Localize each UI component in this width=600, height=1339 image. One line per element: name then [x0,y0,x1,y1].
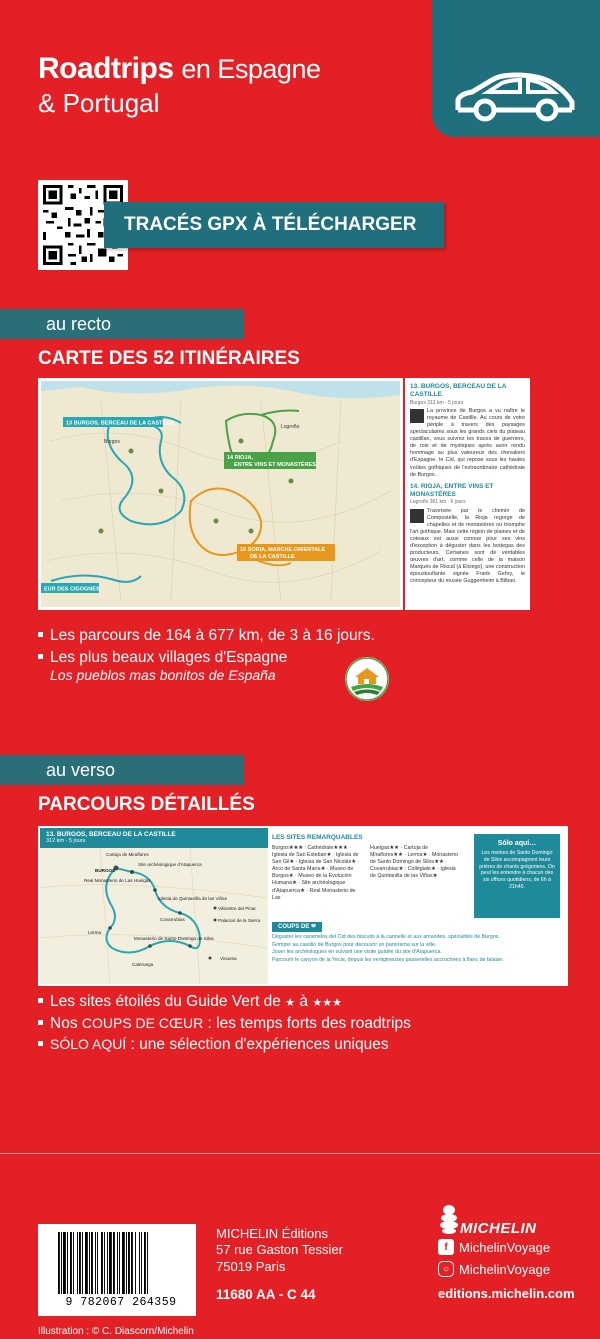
verso-bullets [38,994,411,1059]
barcode-bar [82,1232,83,1294]
verso-bullet-2-pre: Nos [50,1014,82,1032]
sites-col-1: Burgos★★★ : Cathédrale★★★ · Iglesia de San Esteban★ · Iglesia de San Gil★ · Iglesia de San Nicolás★ · Arco de Santa María★ · Museo de Burgos★ · Museo de la Evolución Humana★ · Site archéologique d'Atapuerca★ · Real Monasterio de Las [272,844,360,901]
publisher-street: 57 rue Gaston Tessier [216,1242,343,1258]
recto-title: CARTE DES 52 ITINÉRAIRES [38,348,300,369]
place-covarrubias: Covarrubias [160,917,185,922]
barcode-bar [117,1232,118,1294]
route-card-km: 312 km · 5 jours [46,838,86,845]
recto-bullet-1: Les parcours de 164 à 677 km, de 3 à 16 jours. [50,627,375,644]
bullet-icon [38,632,43,637]
map-city-burgos: Burgos [104,439,120,445]
itinerary-map [38,378,403,610]
barcode-bar [122,1232,125,1294]
bibendum-icon [438,1204,460,1234]
barcode-number: 9 782067 264359 [65,1296,177,1309]
mini-qr-icon [410,509,424,523]
coups-label: COUPS DE ❤ [272,922,322,932]
instagram-link[interactable] [438,1258,550,1280]
barcode-bar [61,1232,62,1294]
verso-bullet-3-post: : une sélection d'expériences uniques [126,1036,389,1053]
instagram-icon: ○ [438,1261,454,1277]
place-silos: Monasterio de Santo Domingo de Silos [134,936,214,941]
pueblos-bonitos-logo [345,657,389,701]
map-label-route13: 13 BURGOS, BERCEAU DE LA CASTILLE [66,420,175,427]
barcode-bar [85,1232,88,1294]
barcode-bar [131,1232,133,1294]
panel-km-14: Logroño 361 km · 6 jours [410,499,466,506]
verso-bullet-1 [50,994,342,1010]
recto-tab-label: au recto [46,313,112,334]
barcode-bar [70,1232,72,1294]
barcode-bar [67,1232,68,1294]
michelin-wordmark: MICHELIN [460,1220,537,1237]
list-item [38,1016,411,1032]
coups-item: Déguster les caramelos del Cid des biscuits à la cannelle et aux amandes, spécialités de Burgos. [272,934,500,941]
bullet-icon [38,1020,43,1025]
recto-bullet-italic: Los pueblos mas bonitos de España [50,667,276,683]
sites-title: LES SITES REMARQUABLES [272,834,363,841]
publisher-name: MICHELIN Éditions [216,1226,328,1241]
barcode-bar [126,1232,127,1294]
solo-title: Sólo aquí… [497,840,537,847]
car-icon [450,72,580,122]
map-label-route14b: ENTRE VINS ET MONASTÈRES [234,462,316,468]
social-links [438,1236,550,1280]
panel-heading-14: 14. RIOJA, ENTRE VINS ET MONASTÈRES [410,482,494,498]
michelin-logo [438,1204,568,1239]
map-label-route14a: 14 RIOJA, [227,455,253,461]
verso-bullet-3-caps: SÓLO AQUÍ [50,1036,127,1052]
solo-text: Les moines de Santo Domingo de Silos accompagnent leurs prières de chants grégoriens. On peut les entendre à chacun des six offices quotidiens, de 6h à 21h40. [479,850,555,890]
panel-text-13 [410,408,525,478]
map-label-route15b: DE LA CASTILLE [250,554,295,560]
gpx-download-banner[interactable] [104,202,444,248]
map-city-logrono: Logroño [281,424,300,430]
village-logo-icon [345,657,389,701]
remarkable-sites [272,834,462,902]
list-item [38,628,375,644]
verso-bullet-2-caps: COUPS DE CŒUR [81,1014,204,1031]
list-item [38,994,411,1010]
title-bold: Roadtrips [38,52,174,85]
panel-heading-13: 13. BURGOS, BERCEAU DE LA CASTILLE [410,383,507,399]
map-label-route-sw: EUR DES CIGOGNES [44,586,100,593]
place-caleruega: Caleruega [132,962,154,967]
car-tab [432,0,600,137]
product-reference: 11680 AA - C 44 [216,1287,316,1302]
star-icon: ★ [285,997,296,1009]
place-lerma: Lerma [88,930,102,935]
list-item [38,650,375,666]
list-item [38,1037,411,1053]
barcode-bar [147,1232,148,1294]
place-palacios: Palacios de la Sierra [218,918,261,923]
solo-aqui-box [474,834,560,918]
title-block [38,52,320,119]
recto-tab [0,309,244,339]
route-card-title: 13. BURGOS, BERCEAU DE LA CASTILLE [46,831,176,838]
barcode-bar [97,1232,98,1294]
barcode-bar [107,1232,108,1294]
place-vinuesa: Vinuesa [220,956,237,961]
facebook-icon: f [438,1239,454,1255]
bullet-icon [38,1041,43,1046]
itinerary-map-graphic [41,381,400,607]
panel-text-13-body: La province de Burgos a vu naître le royaume de Castille. Au cours de votre périple à travers des paysages spectaculaires sous les grands ciels du plateau castillan, vous suivrez les traces de guerriers, de rois et de mystiques après avoir rendu hommage au plus valeureux des chevaliers d'Espagne, le Cid, qui repose sous les hautes voûtes gothiques de l'extraordinaire cathédrale de Burgos. [410,408,525,478]
three-stars-icon: ★★★ [312,997,342,1009]
barcode-bar [144,1232,146,1294]
recto-bullet-2: Les plus beaux villages d'Espagne [50,648,288,666]
publisher-city: 75019 Paris [216,1258,286,1274]
verso-bullet-2 [50,1016,411,1032]
coups-item: Parcourir le canyon de la Yecla, depuis les vertigineuses passerelles accrochées à flanc de falaise. [272,956,504,963]
panel-text-14 [410,508,525,585]
isbn-barcode [38,1224,196,1316]
place-burgos: BURGOS [95,868,116,873]
verso-bullet-2-post: : les temps forts des roadtrips [203,1014,411,1032]
footer [0,1153,600,1339]
verso-title: PARCOURS DÉTAILLÉS [38,794,255,815]
coups-item: Jouer les archéologues en suivant une visite guidée du site d'Atapuerca. [272,949,442,956]
barcode-bar [139,1232,140,1294]
place-miraflores: Cartuja de Miraflores [106,852,149,857]
barcode-bar [135,1232,136,1294]
verso-tab-label: au verso [46,759,116,780]
barcode-bar [109,1232,112,1294]
route-card-header [40,828,268,848]
place-quintanilla: Iglesia de Quintanilla de las Viñas [158,896,227,901]
barcode-bar [63,1232,66,1294]
barcode-bar [119,1232,120,1294]
mini-qr-icon [410,409,424,423]
barcode-bar [128,1232,130,1294]
barcode-bar [113,1232,115,1294]
barcode-bar [101,1232,103,1294]
bullet-icon [38,998,43,1003]
place-vilviestre: Vilviestre del Pinar [218,906,256,911]
coups-de-coeur [272,922,562,964]
illustration-credit: Illustration : © C. Diascorn/Michelin [38,1326,194,1337]
map-label-route15a: 15 SORIA, MARCHE ORIENTALE [240,547,326,553]
page-subtitle: & Portugal [38,88,160,118]
sites-col-2: Huelgas★★ · Cartuja de Miraflores★★ · Lerma★ · Monasterio de Santo Domingo de Silos★★ · Covarrubias★ : Collégiale★ · Iglesia de Quintanilla de las Viñas★ [370,844,459,880]
instagram-handle: MichelinVoyage [459,1261,551,1277]
facebook-link[interactable] [438,1236,550,1258]
panel-km-13: Burgos 312 km · 5 jours [410,399,464,406]
gpx-label: TRACÉS GPX À TÉLÉCHARGER [124,214,417,235]
barcode-bar [95,1232,96,1294]
barcode-bar [58,1232,60,1294]
title-light: en Espagne [181,54,321,84]
website-link[interactable]: editions.michelin.com [438,1286,575,1301]
barcode-bar [77,1232,78,1294]
place-atapuerca: Site archéologique d'Atapuerca [138,862,202,867]
itinerary-panel [405,378,530,610]
page-title [38,52,320,86]
place-huelgas: Real Monasterio de Las Huelgas [84,878,151,883]
detailed-route-card [38,826,568,986]
panel-text-14-body: Traversée par le chemin de Compostelle, la Rioja regorge de chapelles et de monastères où triomphe l'art gothique. Mais cette région de plaines et de coteaux est aussi connue pour ses vins d'exception à déguster dans les bodegas des producteurs. Certaines sont de véritables œuvres d'art, comme celle de la maison Marqués de Riscal (à Elciego), une construction époustouflante signée Frank Gehry, le concepteur du musée Guggenheim à Bilbao. [410,507,525,585]
coups-item: Grimper au castillo de Burgos pour découvrir un panorama sur la ville. [272,941,437,948]
publisher-address [216,1226,343,1275]
barcode-bar [79,1232,81,1294]
verso-tab [0,755,244,785]
route-map [40,828,268,984]
verso-bullet-1-mid: à [295,993,313,1010]
barcode-bar [104,1232,105,1294]
facebook-handle: MichelinVoyage [459,1239,551,1255]
bullet-icon [38,654,43,659]
barcode-bar [141,1232,142,1294]
barcode-bar [91,1232,93,1294]
route-map-graphic [40,828,268,984]
verso-bullet-1-pre: Les sites étoilés du Guide Vert de [50,993,286,1010]
verso-bullet-3 [50,1037,389,1053]
barcode-bar [89,1232,90,1294]
barcode-bar [73,1232,74,1294]
barcode-icon [56,1232,186,1294]
recto-bullets [38,628,375,682]
